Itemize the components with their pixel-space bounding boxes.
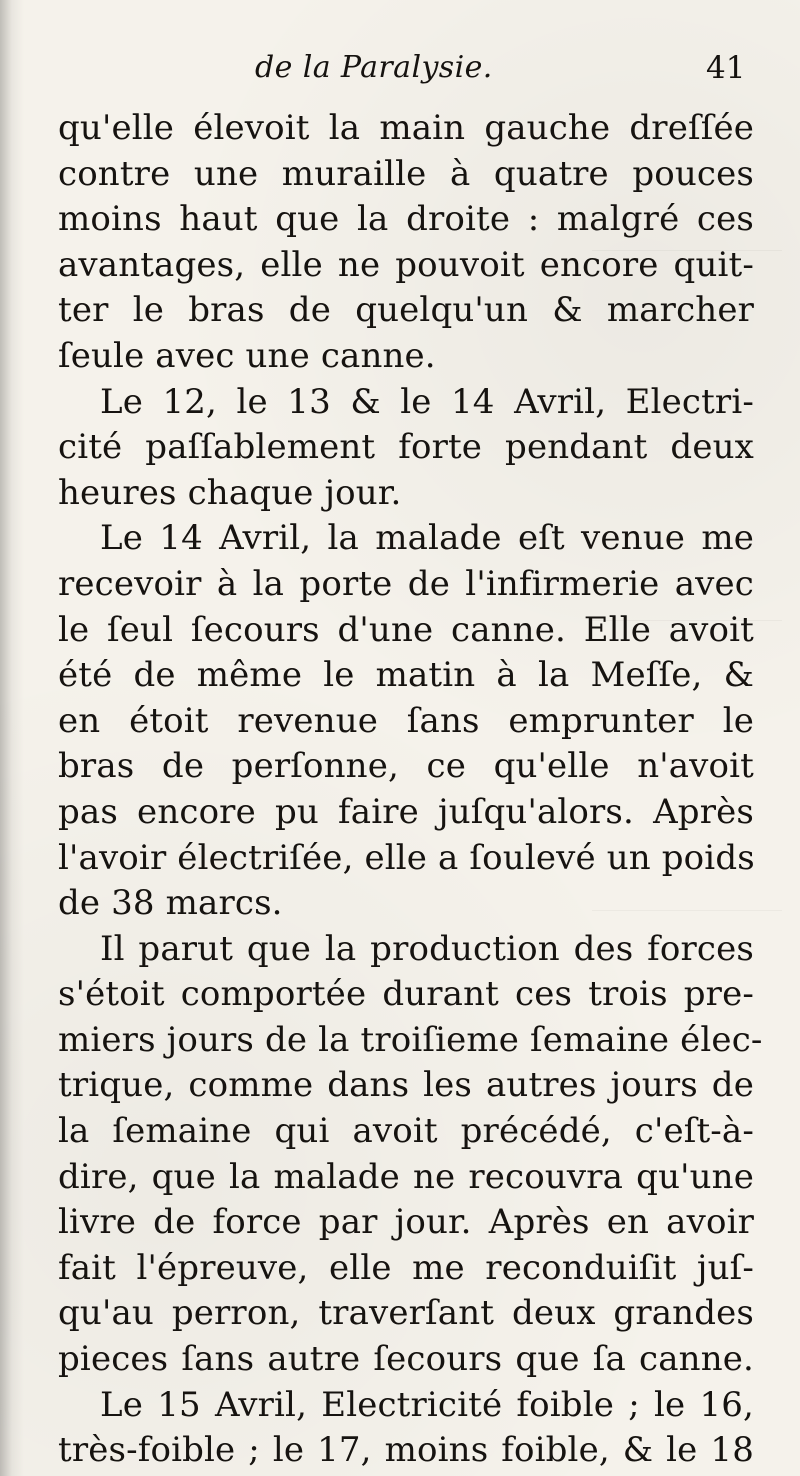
text-line: en étoit revenue ſans emprunter le	[58, 700, 754, 741]
text-line: de 38 marcs.	[58, 883, 283, 924]
text-line: trique, comme dans les autres jours de	[58, 1065, 754, 1106]
text-line: s'étoit comportée durant ces trois pre-	[58, 974, 754, 1015]
text-line: pieces ſans autre ſecours que ſa canne.	[58, 1339, 754, 1380]
text-line: pas encore pu faire juſqu'alors. Après	[58, 791, 754, 832]
page-gutter-shadow	[0, 0, 24, 1476]
text-line: livre de force par jour. Après en avoir	[58, 1202, 754, 1243]
page-number: 41	[706, 50, 746, 86]
text-line: ter le bras de quelqu'un & marcher	[58, 290, 754, 331]
text-line: ſeule avec une canne.	[58, 335, 436, 376]
text-line: heures chaque jour.	[58, 472, 402, 513]
text-line: fait l'épreuve, elle me reconduiſit juſ-	[58, 1247, 754, 1288]
text-line: le ſeul ſecours d'une canne. Elle avoit	[58, 609, 754, 650]
text-line: avantages, elle ne pouvoit encore quit-	[58, 244, 754, 285]
text-line: cité paſſablement forte pendant deux	[58, 427, 754, 468]
text-line: la ſemaine qui avoit précédé, c'eſt-à-	[58, 1111, 754, 1152]
text-line: Le 15 Avril, Electricité foible ; le 16,	[100, 1384, 754, 1425]
text-line: qu'elle élevoit la main gauche dreſſée	[58, 108, 754, 148]
text-line: été de même le matin à la Meſſe, &	[58, 655, 754, 696]
text-line: qu'au perron, traverſant deux grandes	[58, 1293, 754, 1334]
text-line: bras de perſonne, ce qu'elle n'avoit	[58, 746, 754, 787]
text-line: très-foible ; le 17, moins foible, & le 18	[58, 1430, 754, 1471]
text-line: moins haut que la droite : malgré ces	[58, 199, 754, 240]
page-header	[0, 50, 800, 98]
body-text	[58, 106, 763, 1474]
text-line: Il parut que la production des forces	[100, 928, 754, 969]
text-line: recevoir à la porte de l'infirmerie avec	[58, 563, 754, 604]
text-line: miers jours de la troiſieme ſemaine élec-	[58, 1019, 763, 1060]
text-line: dire, que la malade ne recouvra qu'une	[58, 1156, 754, 1197]
running-head: de la Paralysie.	[255, 50, 493, 85]
text-line: Le 14 Avril, la malade eſt venue me	[100, 518, 754, 559]
text-line: contre une muraille à quatre pouces	[58, 153, 754, 194]
text-line: l'avoir électriſée, elle a ſoulevé un poids	[58, 837, 755, 878]
text-line: Le 12, le 13 & le 14 Avril, Electri-	[100, 381, 754, 422]
